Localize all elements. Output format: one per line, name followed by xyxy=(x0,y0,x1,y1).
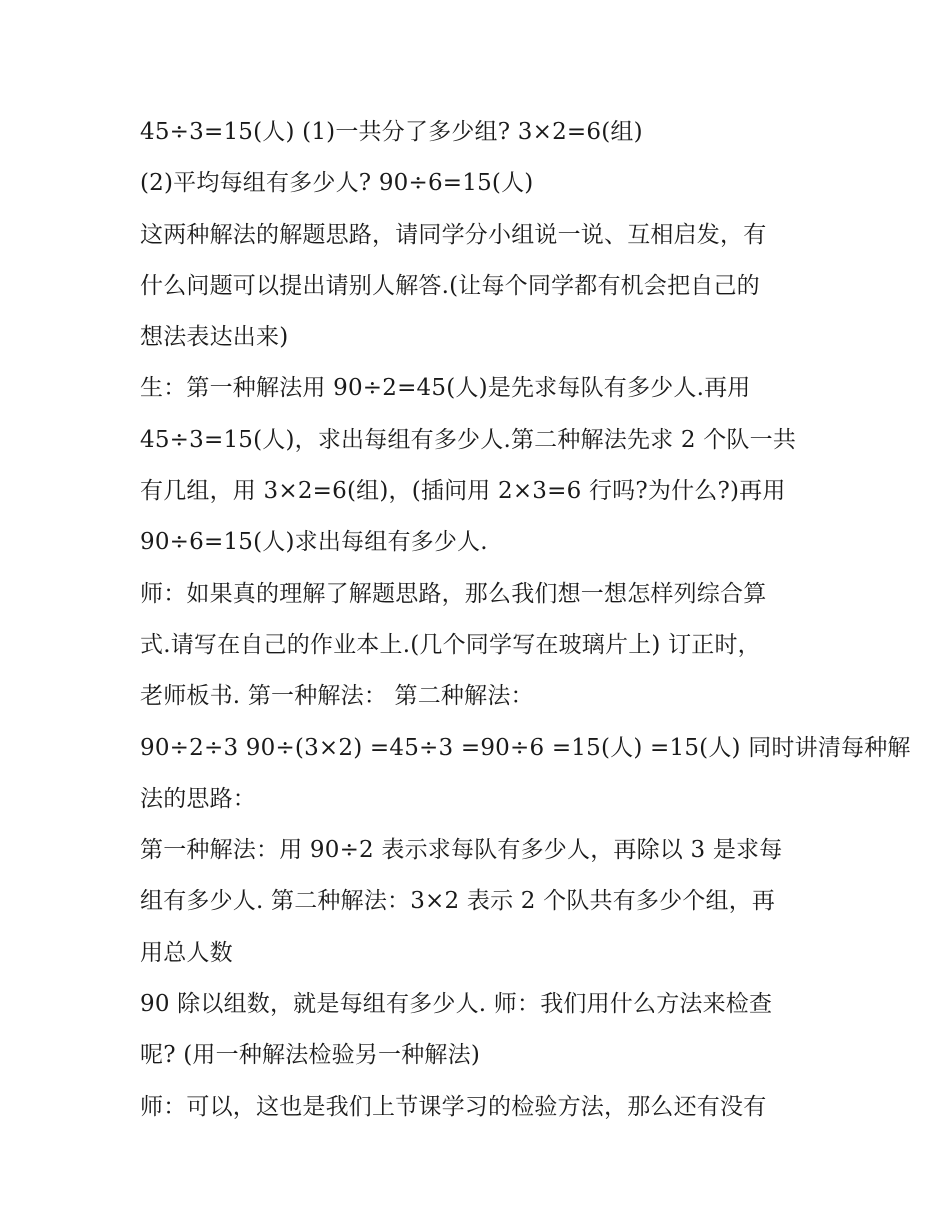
text-line: 45÷3=15(人)，求出每组有多少人.第二种解法先求 2 个队一共 xyxy=(140,426,797,453)
text-line: 呢? (用一种解法检验另一种解法) xyxy=(140,1042,480,1069)
text-line: 第一种解法：用 90÷2 表示求每队有多少人，再除以 3 是求每 xyxy=(140,837,783,864)
document-body xyxy=(140,107,911,1133)
text-line: 用总人数 xyxy=(140,939,233,966)
text-line: 45÷3=15(人) (1)一共分了多少组? 3×2=6(组) xyxy=(140,119,643,145)
text-line: 法的思路： xyxy=(140,785,256,812)
text-line: 老师板书. 第一种解法： 第二种解法： xyxy=(140,683,534,710)
text-line: 师：可以，这也是我们上节课学习的检验方法，那么还有没有 xyxy=(140,1093,767,1120)
text-line: 90÷6=15(人)求出每组有多少人. xyxy=(140,529,488,556)
text-line: (2)平均每组有多少人? 90÷6=15(人) xyxy=(140,170,534,197)
text-line: 什么问题可以提出请别人解答.(让每个同学都有机会把自己的 xyxy=(140,272,760,299)
text-line: 想法表达出来) xyxy=(140,324,289,351)
text-line: 师：如果真的理解了解题思路，那么我们想一想怎样列综合算 xyxy=(140,580,767,607)
text-line: 组有多少人. 第二种解法：3×2 表示 2 个队共有多少个组，再 xyxy=(140,888,776,915)
text-line: 90 除以组数，就是每组有多少人. 师：我们用什么方法来检查 xyxy=(140,991,773,1018)
text-line: 90÷2÷3 90÷(3×2) =45÷3 =90÷6 =15(人) =15(人) 同时讲清每种解 xyxy=(140,734,911,761)
text-line: 这两种解法的解题思路，请同学分小组说一说、互相启发，有 xyxy=(140,221,767,248)
text-line: 有几组，用 3×2=6(组)，(插问用 2×3=6 行吗?为什么?)再用 xyxy=(140,478,786,505)
text-line: 式.请写在自己的作业本上.(几个同学写在玻璃片上) 订正时， xyxy=(140,631,761,658)
text-line: 生：第一种解法用 90÷2=45(人)是先求每队有多少人.再用 xyxy=(140,375,751,402)
